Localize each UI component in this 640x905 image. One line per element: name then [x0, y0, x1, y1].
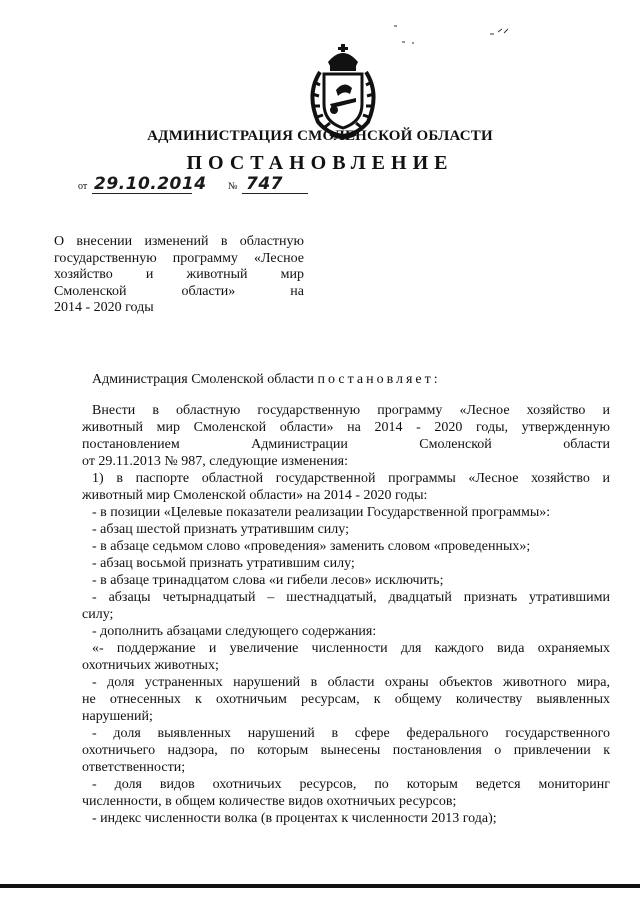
body-line: - индекс численности волка (в процентах к численности 2013 года);	[92, 811, 497, 826]
subject-line: О внесении изменений в областную	[54, 234, 304, 249]
preamble	[92, 372, 620, 389]
body-line: - абзац восьмой признать утратившим силу;	[92, 556, 355, 571]
scan-noise-marks	[394, 22, 524, 62]
document-type-title: ПОСТАНОВЛЕНИЕ	[186, 152, 454, 174]
handwritten-number: 747	[246, 174, 283, 194]
subject-line: 2014 - 2020 годы	[54, 300, 154, 316]
body-line: численности, в общем количестве видов охотничьих ресурсов;	[82, 794, 457, 809]
body-line: - в абзаце тринадцатом слова «и гибели лесов» исключить;	[92, 573, 444, 588]
body-line: - в позиции «Целевые показатели реализации Государственной программы»:	[92, 505, 551, 520]
body-line: - доля видов охотничьих ресурсов, по которым ведется мониторинг	[92, 777, 610, 792]
body-line: охотничьего надзора, по которым вынесены постановления о привлечении к	[82, 743, 610, 758]
organization-title: АДМИНИСТРАЦИЯ СМОЛЕНСКОЙ ОБЛАСТИ	[147, 128, 493, 144]
body-line: «- поддержание и увеличение численности для каждого вида охраняемых	[92, 641, 610, 656]
document-subject	[54, 234, 304, 317]
body-line: животный мир Смоленской области» на 2014 - 2020 годы:	[82, 488, 428, 503]
body-line: - абзацы четырнадцатый – шестнадцатый, двадцатый признать утратившими	[92, 590, 610, 605]
coat-of-arms-emblem	[300, 42, 386, 142]
body-line: охотничьих животных;	[82, 658, 219, 673]
date-label: от	[78, 181, 88, 192]
body-line: ответственности;	[82, 760, 186, 775]
scan-bottom-border	[0, 884, 640, 888]
body-line: - доля устраненных нарушений в области охраны объектов животного мира,	[92, 675, 610, 690]
body-line: - доля выявленных нарушений в сфере федерального государственного	[92, 726, 610, 741]
body-line: 1) в паспорте областной государственной программы «Лесное хозяйство и	[92, 471, 610, 486]
body-line: от 29.11.2013 № 987, следующие изменения:	[82, 454, 348, 469]
subject-line: Смоленской области» на	[54, 283, 304, 299]
preamble-verb: постановляет:	[317, 372, 441, 387]
body-line: силу;	[82, 607, 114, 622]
subject-line: хозяйство и животный мир	[54, 267, 304, 283]
body-line: Внести в областную государственную программу «Лесное хозяйство и	[92, 403, 610, 418]
body-line: постановлением Администрации Смоленской области	[82, 437, 610, 452]
body-line: - дополнить абзацами следующего содержания:	[92, 624, 377, 639]
body-line: - в абзаце седьмом слово «проведения» заменить словом «проведенных»;	[92, 539, 531, 554]
handwritten-date: 29.10.2014	[94, 174, 207, 194]
date-number-line	[78, 172, 338, 196]
subject-line: государственную программу «Лесное	[54, 250, 304, 266]
body-line: не отнесенных к охотничьим ресурсам, к общему количеству выявленных	[82, 692, 610, 707]
body-line: нарушений;	[82, 709, 153, 724]
body-line: животный мир Смоленской области» на 2014 - 2020 годы, утвержденную	[82, 420, 610, 435]
body-line: - абзац шестой признать утратившим силу;	[92, 522, 349, 537]
preamble-subject: Администрация Смоленской области	[92, 372, 315, 387]
number-label: №	[228, 181, 238, 192]
